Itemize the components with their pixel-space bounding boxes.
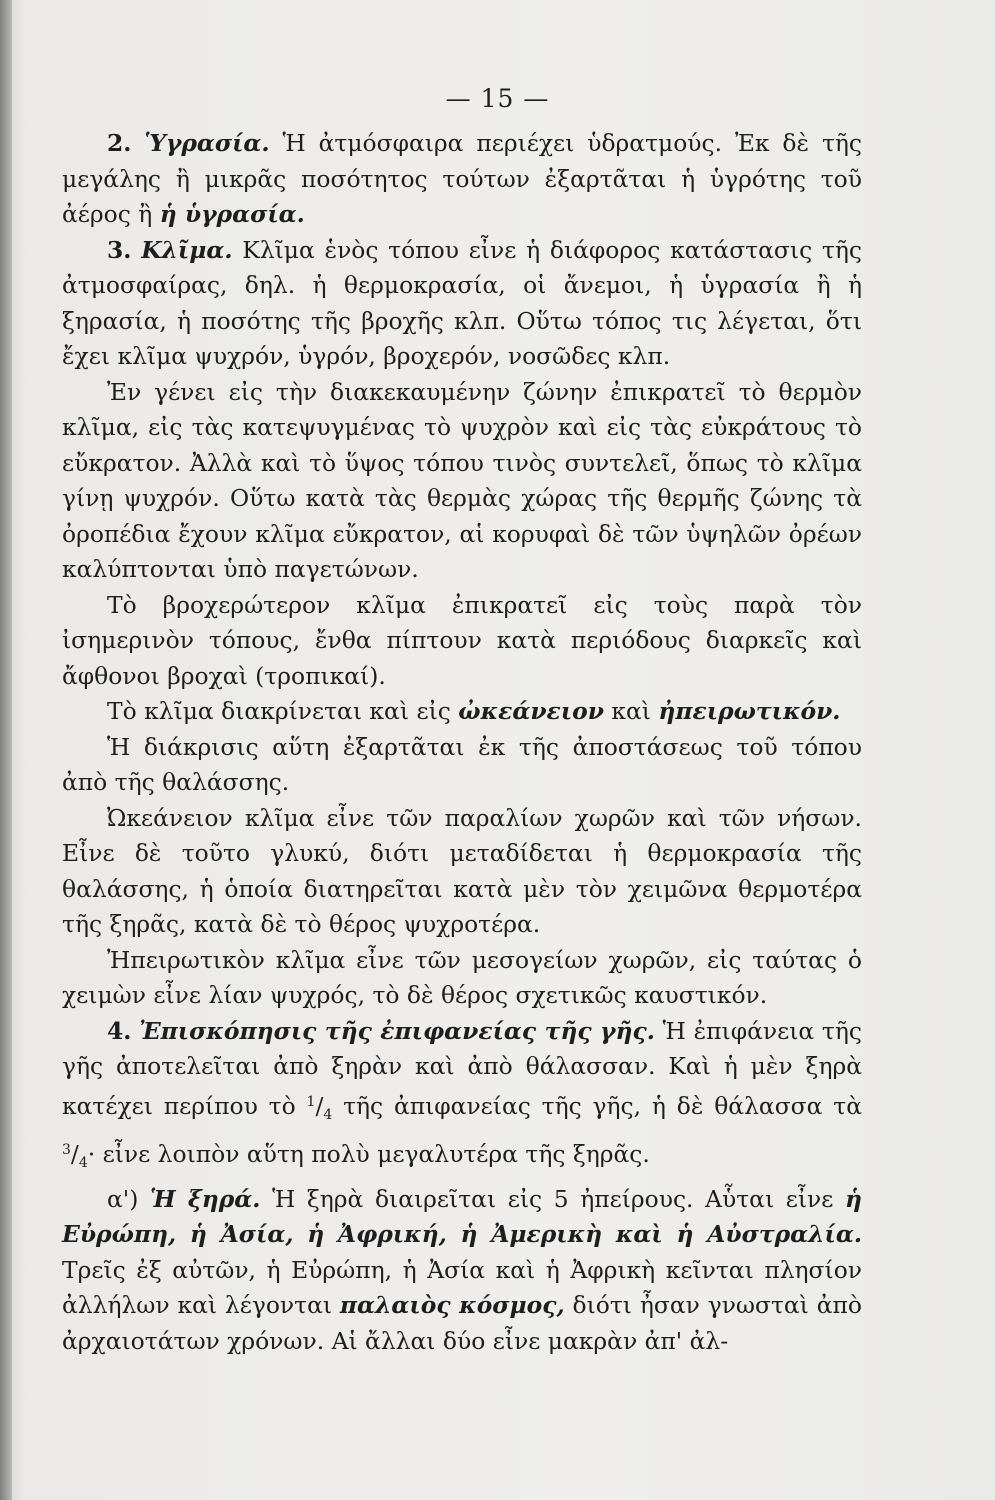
section-4-overview [62,1014,862,1182]
section-number: 3. [107,235,132,264]
paragraph-oceanic: Ὠκεάνειον κλῖμα εἶνε τῶν παραλίων χωρῶν καὶ τῶν νήσων. Εἶνε δὲ τοῦτο γλυκύ, διότι μεταδίδεται ἡ θερμοκρασία τῆς θαλάσσης, ἡ ὁποία διατηρεῖται κατὰ μὲν τὸν χειμῶνα θερμοτέρα τῆς ξηρᾶς, κατὰ δὲ τὸ θέρος ψυχροτέρα. [62,803,862,938]
fraction-three-quarters: $^3/_4$ [62,1140,88,1171]
paragraph-continental: Ἠπειρωτικὸν κλῖμα εἶνε τῶν μεσογείων χωρῶν, εἰς ταύτας ὁ χειμὼν εἶνε λίαν ψυχρός, τὸ δὲ θέρος σχετικῶς καυστικόν. [62,945,862,1009]
fraction-numerator: 1 [306,1093,316,1110]
paragraph-zones: Ἐν γένει εἰς τὴν διακεκαυμένην ζώνην ἐπικρατεῖ τὸ θερμὸν κλῖμα, εἰς τὰς κατεψυγμένας τὸ ψυχρὸν καὶ εἰς τὰς εὐκράτους τὸ εὔκρατον. Ἀλλὰ καὶ τὸ ὕψος τόπου τινὸς συντελεῖ, ὅπως τὸ κλῖμα γίνῃ ψυχρόν. Οὕτω κατὰ τὰς θερμὰς χώρας τῆς θερμῆς ζώνης τὰ ὀροπέδια ἔχουν κλῖμα εὔκρατον, αἱ κορυφαὶ δὲ τῶν ὑψηλῶν ὀρέων καλύπτονται ὑπὸ παγετώνων. [62,377,862,583]
section-3-climate [62,233,862,375]
section-text: Ἡ ἀτμόσφαιρα περιέχει ὑδρατμούς. Ἐκ δὲ τῆς μεγάλης ἢ μικρᾶς ποσότητος τούτων ἐξαρτᾶται ἡ ὑγρότης τοῦ ἀέρος ἢ [62,129,862,228]
section-title: Κλῖμα. [141,235,233,264]
paragraph-distinction-2: Ἡ διάκρισις αὕτη ἐξαρτᾶται ἐκ τῆς ἀποστάσεως τοῦ τόπου ἀπὸ τῆς θαλάσσης. [62,732,862,796]
subsection-text: Τρεῖς ἐξ αὐτῶν, ἡ Εὐρώπη, ἡ Ἀσία καὶ ἡ Ἀφρικὴ κεῖνται πλησίον ἀλλήλων καὶ λέγονται [62,1255,862,1319]
fraction-one-quarter: $^1/_4$ [306,1091,333,1123]
paragraph-rain: Τὸ βροχερώτερον κλῖμα ἐπικρατεῖ εἰς τοὺς παρὰ τὸν ἰσημερινὸν τόπους, ἔνθα πίπτουν κατὰ περιόδους διαρκεῖς καὶ ἄφθονοι βροχαὶ (τροπικαί). [62,590,862,690]
key-term: ἡ ὑγρασία. [159,200,305,228]
section-text: Κλῖμα ἑνὸς τόπου εἶνε ἡ διάφορος κατάστασις τῆς ἀτμοσφαίρας, δηλ. ἡ θερμοκρασία, οἱ ἄνεμοι, ἡ ὑγρασία ἢ ἡ ξηρασία, ἡ ποσότης τῆς βροχῆς κλπ. Οὕτω τόπος τις λέγεται, ὅτι ἔχει κλῖμα ψυχρόν, ὑγρόν, βροχερόν, νοσῶδες κλπ. [62,235,862,370]
subsection-text: διότι ἦσαν γνωσταὶ ἀπὸ ἀρχαιοτάτων χρόνων. Αἱ ἄλλαι δύο εἶνε μακρὰν ἀπ' ἀλ- [62,1291,862,1355]
fraction-denominator: 4 [323,1106,333,1123]
key-term-old-world: παλαιὸς κόσμος, [339,1291,565,1319]
body-text [62,126,862,1359]
paragraph-text: Τὸ κλῖμα διακρίνεται καὶ εἰς [107,697,459,725]
key-term-oceanic: ὠκεάνειον [458,697,604,725]
fraction-denominator: 4 [78,1155,88,1171]
paragraph-text: καὶ [603,697,659,725]
section-text: Ἡ ἐπιφάνεια τῆς γῆς ἀποτελεῖται ἀπὸ ξηρὰν καὶ ἀπὸ θάλασσαν. Καὶ ἡ μὲν ξηρὰ κατέχει περίπου τὸ [62,1016,862,1120]
subsection-title: Ἡ ξηρά. [149,1184,261,1213]
section-number: 2. [107,129,132,157]
paragraph-distinction [62,694,862,730]
section-text: · εἶνε λοιπὸν αὕτη πολὺ μεγαλυτέρα τῆς ξηρᾶς. [87,1140,650,1168]
fraction-numerator: 3 [62,1142,71,1158]
section-title: Ὑγρασία. [144,129,270,157]
key-term-continental: ἠπειρωτικόν. [658,697,841,725]
section-title: Ἐπισκόπησις τῆς ἐπιφανείας τῆς γῆς. [139,1016,655,1045]
continents-list: ἡ Εὐρώπη, ἡ Ἀσία, ἡ Ἀφρική, ἡ Ἀμερικὴ καὶ ἡ Αὐστραλία. [62,1184,862,1248]
subsection-text: Ἡ ξηρὰ διαιρεῖται εἰς 5 ἠπείρους. Αὗται εἶνε [260,1184,845,1213]
page-binding-edge [0,0,12,1500]
page-number: — 15 — [445,84,550,113]
subsection-label: α') [107,1184,150,1213]
subsection-a-land [62,1182,862,1360]
section-2-humidity [62,126,862,233]
section-text: τῆς ἀπιφανείας τῆς γῆς, ἡ δὲ θάλασσα τὰ [332,1091,862,1120]
section-number: 4. [107,1016,132,1045]
